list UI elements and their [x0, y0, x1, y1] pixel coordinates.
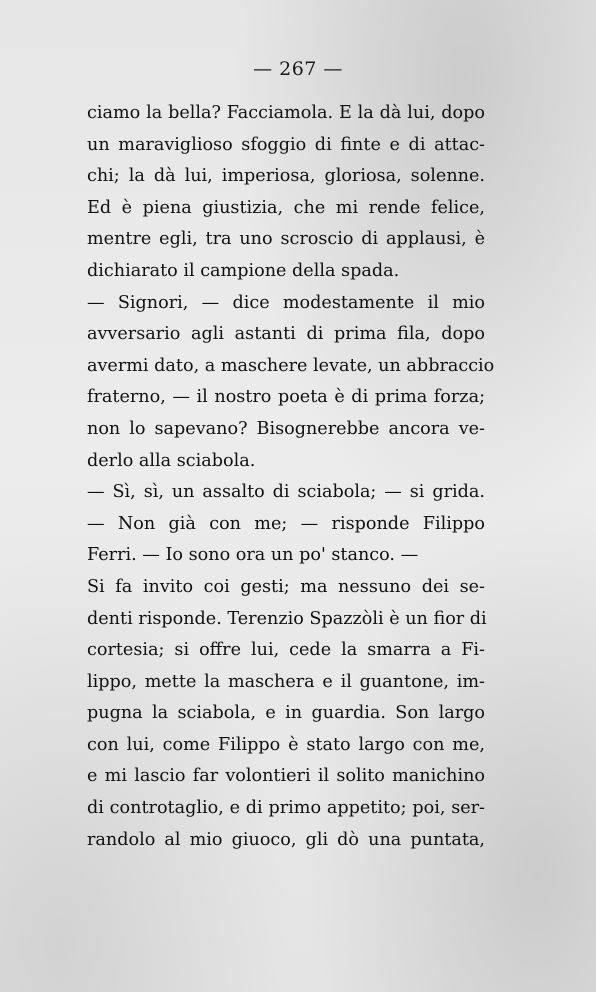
text-line: — Signori, — dice modestamente il mio: [87, 292, 485, 313]
page-number-header: — 267 —: [253, 58, 343, 80]
text-line: avversario agli astanti di prima fila, dopo: [87, 324, 485, 345]
text-line: Ed è piena giustizia, che mi rende felice,: [87, 197, 485, 218]
text-line: cortesia; si offre lui, cede la smarra a Fi-: [87, 640, 485, 661]
text-line: con lui, come Filippo è stato largo con me,: [87, 734, 485, 755]
text-line: derlo alla sciabola.: [87, 450, 256, 471]
text-line: e mi lascio far volontieri il solito manichino: [87, 766, 485, 787]
text-line: pugna la sciabola, e in guardia. Son largo: [87, 703, 485, 724]
text-line: — Non già con me; — risponde Filippo: [87, 513, 485, 534]
text-line: denti risponde. Terenzio Spazzòli è un fior di: [87, 608, 487, 629]
text-line: mentre egli, tra uno scroscio di applausi, è: [87, 229, 485, 250]
text-line: un maraviglioso sfoggio di finte e di attac-: [87, 134, 485, 155]
text-line: — Sì, sì, un assalto di sciabola; — si grida.: [87, 482, 485, 503]
text-line: Ferri. — Io sono ora un po' stanco. —: [87, 545, 419, 566]
text-line: randolo al mio giuoco, gli dò una puntata,: [87, 829, 485, 850]
text-line: lippo, mette la maschera e il guantone, im-: [87, 671, 485, 692]
text-line: ciamo la bella? Facciamola. E la dà lui, dopo: [87, 103, 485, 123]
page-body-text: [87, 98, 495, 856]
text-line: di controtaglio, e di primo appetito; poi, ser-: [87, 798, 485, 819]
text-line: non lo sapevano? Bisognerebbe ancora ve-: [87, 418, 485, 439]
text-line: avermi dato, a maschere levate, un abbraccio: [87, 355, 495, 376]
text-line: Si fa invito coi gesti; ma nessuno dei se-: [87, 576, 485, 597]
text-line: dichiarato il campione della spada.: [87, 260, 400, 281]
text-line: fraterno, — il nostro poeta è di prima forza;: [87, 387, 485, 408]
text-line: chi; la dà lui, imperiosa, gloriosa, solenne.: [87, 166, 485, 187]
